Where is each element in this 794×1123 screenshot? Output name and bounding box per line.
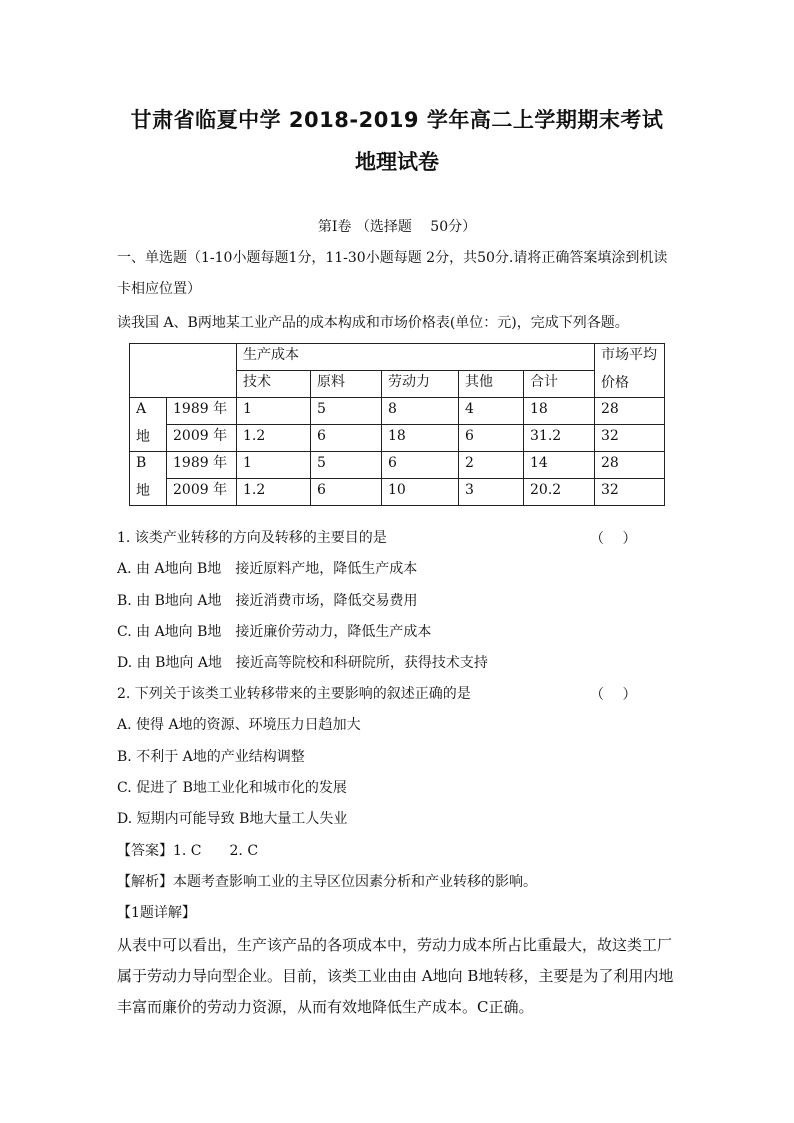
- header-price-line1: 市场平均: [601, 347, 657, 363]
- price-cell: 32: [595, 479, 665, 506]
- instruction-line-1: 一、单选题（1-10小题每题1分，11-30小题每题 2分，共50分.请将正确答案填涂到机读: [117, 250, 668, 266]
- instruction-line-2: 卡相应位置）: [117, 281, 201, 297]
- table-cell: 2: [459, 452, 524, 479]
- place-cell-a: [130, 398, 167, 452]
- year-cell: 1989 年: [167, 398, 237, 425]
- exam-title: 甘肃省临夏中学 2018-2019 学年高二上学期期末考试: [130, 108, 664, 132]
- table-cell: 8: [382, 398, 459, 425]
- table-corner-cell: [130, 344, 237, 398]
- table-cell: 4: [459, 398, 524, 425]
- table-cell: 5: [311, 452, 382, 479]
- table-row: [130, 479, 665, 506]
- place-letter: B: [136, 455, 147, 471]
- column-header: 原料: [311, 371, 382, 398]
- price-cell: 28: [595, 398, 665, 425]
- detail-paragraph: 从表中可以看出，生产该产品的各项成本中，劳动力成本所占比重最大，故这类工厂属于劳动力导向型企业。目前，该类工业由由 A地向 B地转移，主要是为了利用内地丰富而廉价的劳动力资源，从而有效地降低生产成本。C正确。: [117, 936, 674, 1016]
- exam-subtitle: 地理试卷: [355, 150, 439, 174]
- column-header: 其他: [459, 371, 524, 398]
- analysis-line: 【解析】本题考查影响工业的主导区位因素分析和产业转移的影响。: [117, 874, 537, 890]
- table-cell: 1: [237, 398, 311, 425]
- table-cell: 10: [382, 479, 459, 506]
- q2-option-c: C. 促进了 B地工业化和城市化的发展: [117, 780, 347, 796]
- table-row: [130, 425, 665, 452]
- header-price: [595, 344, 665, 398]
- price-cell: 32: [595, 425, 665, 452]
- q2-option-a: A. 使得 A地的资源、环境压力日趋加大: [117, 717, 361, 733]
- table-cell: 20.2: [524, 479, 595, 506]
- question-1-stem: 1. 该类产业转移的方向及转移的主要目的是: [117, 530, 387, 546]
- table-cell: 5: [311, 398, 382, 425]
- answer-blank-2: （ ）: [590, 687, 637, 703]
- answer-line: 【答案】1. C 2. C: [117, 843, 259, 859]
- table-cell: 1: [237, 452, 311, 479]
- place-letter: A: [136, 401, 147, 417]
- q1-option-d: D. 由 B地向 A地 接近高等院校和科研院所，获得技术支持: [117, 655, 488, 671]
- table-cell: 1.2: [237, 479, 311, 506]
- year-cell: 1989 年: [167, 452, 237, 479]
- answer-blank-1: （ ）: [590, 531, 637, 547]
- q1-option-b: B. 由 B地向 A地 接近消费市场，降低交易费用: [117, 593, 418, 609]
- table-row: [130, 452, 665, 479]
- q2-option-b: B. 不利于 A地的产业结构调整: [117, 749, 305, 765]
- header-cost: 生产成本: [237, 344, 595, 371]
- table-cell: 18: [524, 398, 595, 425]
- question-2-stem: 2. 下列关于该类工业转移带来的主要影响的叙述正确的是: [117, 686, 471, 702]
- year-cell: 2009 年: [167, 479, 237, 506]
- column-header: 劳动力: [382, 371, 459, 398]
- table-cell: 6: [311, 425, 382, 452]
- place-suffix: 地: [136, 483, 150, 499]
- table-cell: 18: [382, 425, 459, 452]
- table-cell: 6: [311, 479, 382, 506]
- table-cell: 14: [524, 452, 595, 479]
- table-row: [130, 398, 665, 425]
- table-cell: 6: [459, 425, 524, 452]
- table-cell: 31.2: [524, 425, 595, 452]
- table-cell: 6: [382, 452, 459, 479]
- place-cell-b: [130, 452, 167, 506]
- q2-option-d: D. 短期内可能导致 B地大量工人失业: [117, 811, 348, 827]
- q1-option-c: C. 由 A地向 B地 接近廉价劳动力，降低生产成本: [117, 624, 432, 640]
- q1-option-a: A. 由 A地向 B地 接近原料产地，降低生产成本: [117, 561, 418, 577]
- detail-heading: 【1题详解】: [117, 905, 196, 921]
- price-cell: 28: [595, 452, 665, 479]
- place-suffix: 地: [136, 429, 150, 445]
- column-header: 技术: [237, 371, 311, 398]
- cost-price-table: [129, 343, 665, 506]
- column-header: 合计: [524, 371, 595, 398]
- volume-heading: 第Ⅰ卷 （选择题 50分）: [317, 219, 477, 235]
- table-cell: 3: [459, 479, 524, 506]
- table-intro: 读我国 A、B两地某工业产品的成本构成和市场价格表(单位：元)，完成下列各题。: [117, 315, 629, 331]
- table-cell: 1.2: [237, 425, 311, 452]
- header-price-line2: 价格: [601, 375, 629, 391]
- year-cell: 2009 年: [167, 425, 237, 452]
